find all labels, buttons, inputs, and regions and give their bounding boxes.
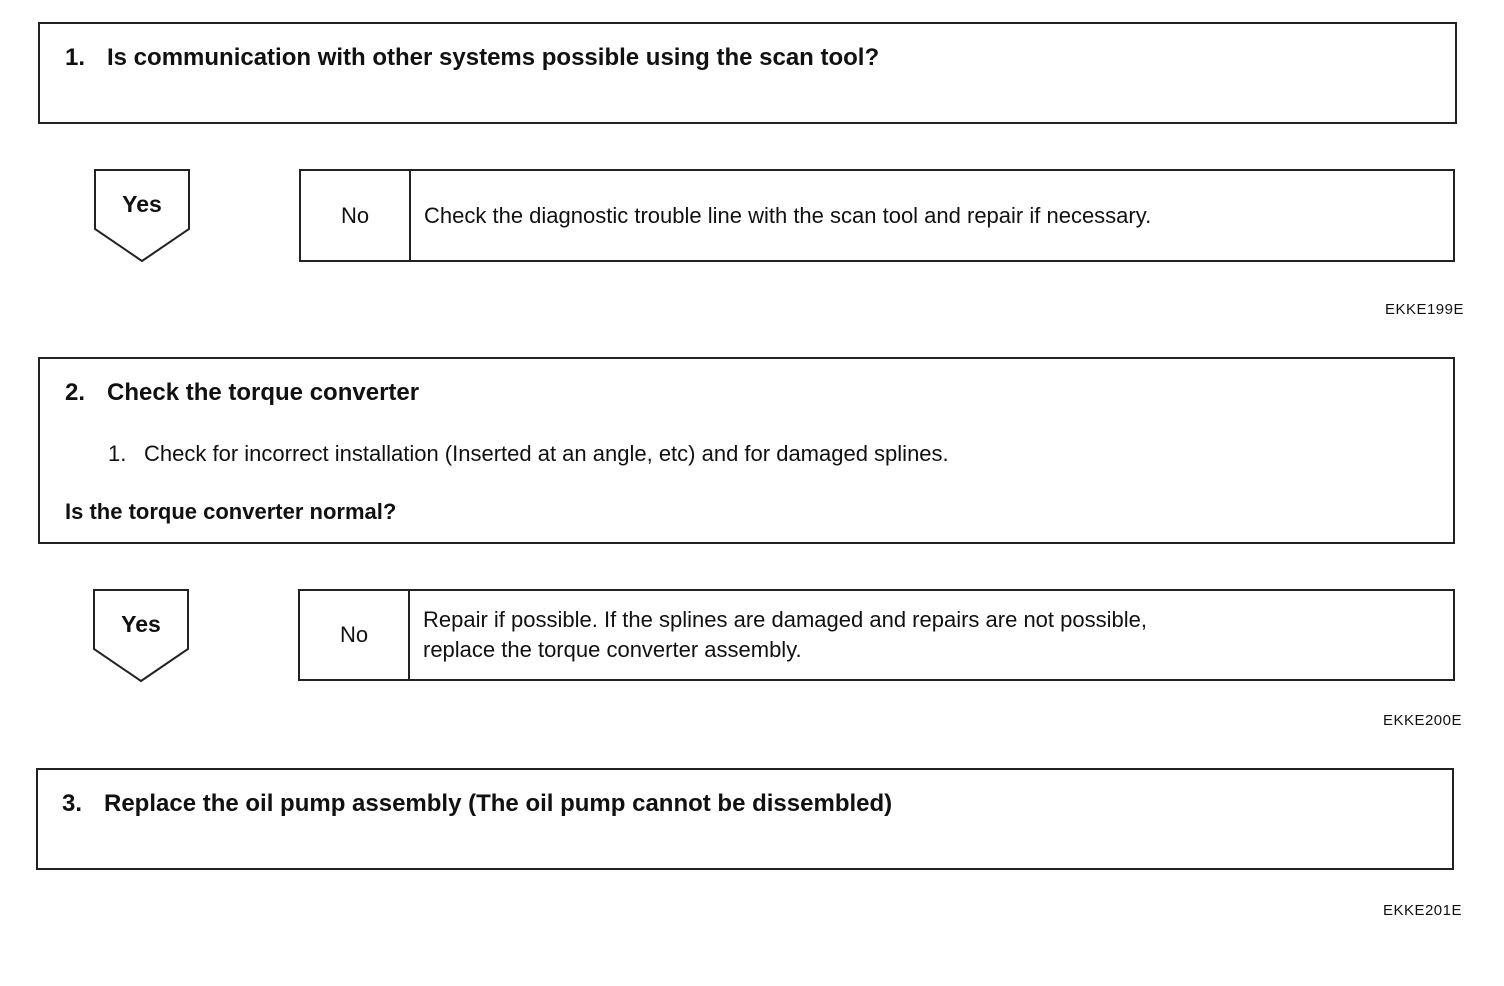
step-1-no-action: Check the diagnostic trouble line with the scan tool and repair if necessary. bbox=[424, 202, 1152, 228]
step-2-box bbox=[38, 357, 1455, 544]
step-2-sub-item-text: Check for incorrect installation (Inserted at an angle, etc) and for damaged splines. bbox=[144, 441, 949, 466]
step-2-number: 2. bbox=[65, 379, 86, 406]
step-3-number: 3. bbox=[62, 790, 83, 817]
step-2-yes-label: Yes bbox=[121, 611, 161, 637]
step-1-number: 1. bbox=[65, 44, 86, 71]
step-1-box bbox=[38, 22, 1457, 124]
step-2-no-action-line-1: Repair if possible. If the splines are damaged and repairs are not possible, bbox=[423, 607, 1147, 632]
step-1-title bbox=[65, 44, 879, 72]
step-1-no-box bbox=[299, 169, 1455, 262]
step-2-no-action bbox=[410, 591, 1453, 679]
step-1-yes-label: Yes bbox=[122, 191, 162, 217]
step-2-sub-item-1 bbox=[108, 441, 949, 467]
step-2-no-label: No bbox=[300, 591, 410, 679]
step-1-yes-arrow bbox=[94, 169, 190, 263]
step-2-no-action-line-2: replace the torque converter assembly. bbox=[423, 637, 802, 662]
step-1-figure-code: EKKE199E bbox=[1384, 301, 1464, 318]
step-3-box bbox=[36, 768, 1454, 870]
step-1-no-label: No bbox=[301, 171, 411, 260]
step-3-figure-code: EKKE201E bbox=[1382, 902, 1462, 919]
step-2-yes-arrow bbox=[93, 589, 189, 683]
step-2-figure-code: EKKE200E bbox=[1382, 712, 1462, 729]
step-1-title-text: Is communication with other systems possible using the scan tool? bbox=[107, 44, 880, 71]
step-2-title bbox=[65, 379, 419, 407]
step-2-question: Is the torque converter normal? bbox=[65, 499, 397, 524]
step-3-title bbox=[62, 790, 892, 818]
step-2-no-box bbox=[298, 589, 1455, 681]
step-2-title-text: Check the torque converter bbox=[107, 379, 420, 406]
step-2-sub-item-number: 1. bbox=[108, 441, 127, 466]
step-3-title-text: Replace the oil pump assembly (The oil pump cannot be dissembled) bbox=[104, 790, 893, 817]
